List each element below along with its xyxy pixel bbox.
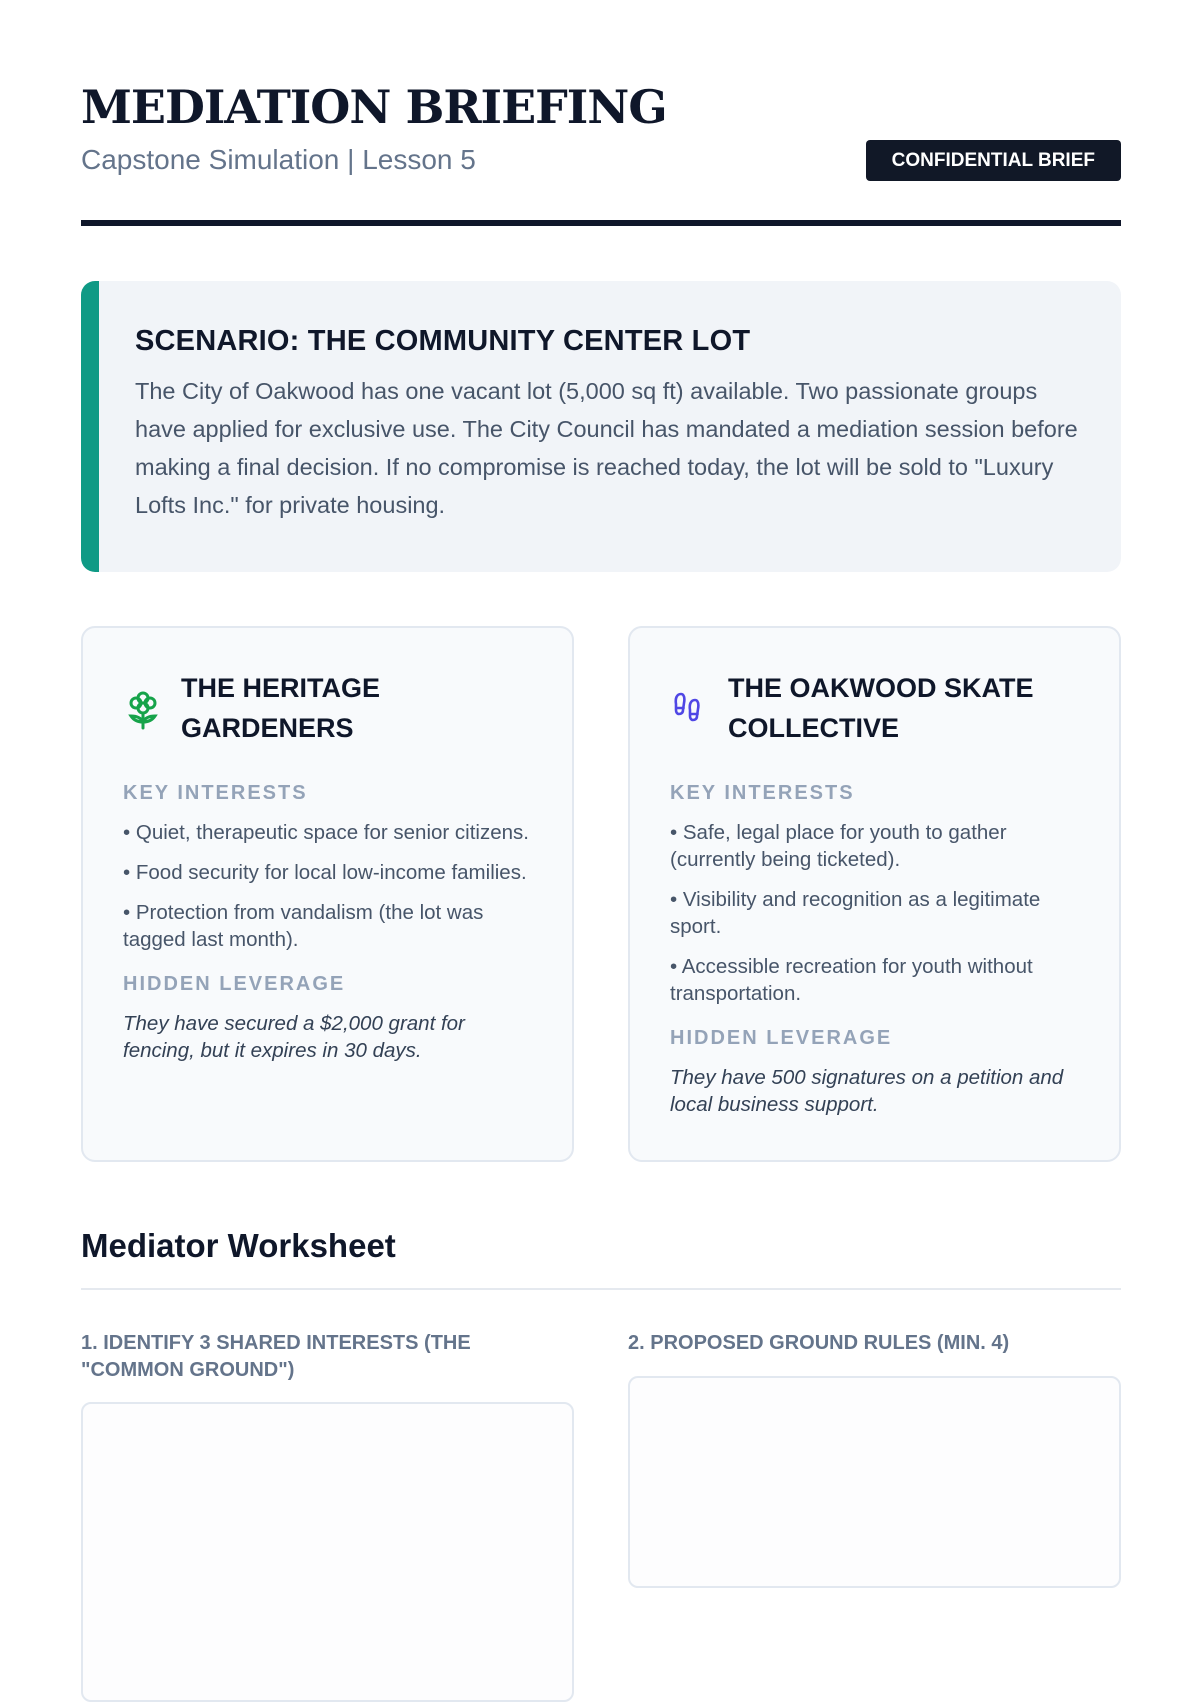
- interest-item: • Accessible recreation for youth without transportation.: [670, 955, 1033, 1005]
- leverage-label: HIDDEN LEVERAGE: [670, 1027, 893, 1049]
- party-header: [670, 668, 1079, 782]
- interest-item: • Food security for local low-income families.: [123, 861, 527, 884]
- shared-interests-section: [81, 1330, 574, 1384]
- interest-item: • Protection from vandalism (the lot was tagged last month).: [123, 901, 484, 951]
- shared-interests-answer-box[interactable]: [81, 1402, 574, 1702]
- party-card-skate-collective: [628, 626, 1121, 1162]
- interest-item: • Safe, legal place for youth to gather (currently being ticketed).: [670, 821, 1007, 871]
- interest-item: • Visibility and recognition as a legitimate sport.: [670, 888, 1041, 938]
- leverage-text: They have secured a $2,000 grant for fencing, but it expires in 30 days.: [123, 1012, 465, 1062]
- header-divider: [81, 220, 1121, 226]
- party-name: THE HERITAGE GARDENERS: [181, 673, 381, 743]
- interests-label: KEY INTERESTS: [123, 782, 308, 804]
- page-title: MEDIATION BRIEFING: [81, 80, 667, 134]
- shared-interests-label: 1. IDENTIFY 3 SHARED INTERESTS (THE "COMMON GROUND"): [81, 1332, 471, 1381]
- ground-rules-answer-box[interactable]: [628, 1376, 1121, 1588]
- worksheet-divider: [81, 1288, 1121, 1290]
- worksheet-title: Mediator Worksheet: [81, 1227, 396, 1264]
- scenario-panel: [81, 281, 1121, 572]
- leverage-text: They have 500 signatures on a petition and local business support.: [670, 1066, 1064, 1116]
- mediator-worksheet: [81, 1226, 1121, 1381]
- ground-rules-section: [628, 1330, 1121, 1357]
- page-subtitle: Capstone Simulation | Lesson 5: [81, 144, 476, 175]
- scenario-title: SCENARIO: THE COMMUNITY CENTER LOT: [135, 325, 751, 357]
- party-name: THE OAKWOOD SKATE COLLECTIVE: [728, 673, 1034, 743]
- party-card-heritage-gardeners: [81, 626, 574, 1162]
- party-cards: [81, 626, 1121, 1162]
- scenario-description: The City of Oakwood has one vacant lot (5,000 sq ft) available. Two passionate groups have applied for exclusive use. The City Council has mandated a mediation session before making a final decision. If no compromise is reached today, the lot will be sold to "Luxury Lofts Inc." for private housing.: [135, 378, 1078, 518]
- interests-label: KEY INTERESTS: [670, 782, 855, 804]
- confidential-badge: CONFIDENTIAL BRIEF: [866, 140, 1121, 181]
- flower-icon: [123, 688, 163, 732]
- leverage-label: HIDDEN LEVERAGE: [123, 973, 346, 995]
- briefing-page: [81, 0, 1121, 1381]
- interest-item: • Quiet, therapeutic space for senior citizens.: [123, 821, 529, 844]
- footprints-icon: [670, 688, 710, 732]
- page-header: [81, 0, 1121, 228]
- ground-rules-label: 2. PROPOSED GROUND RULES (MIN. 4): [628, 1332, 1010, 1354]
- party-header: [123, 668, 532, 782]
